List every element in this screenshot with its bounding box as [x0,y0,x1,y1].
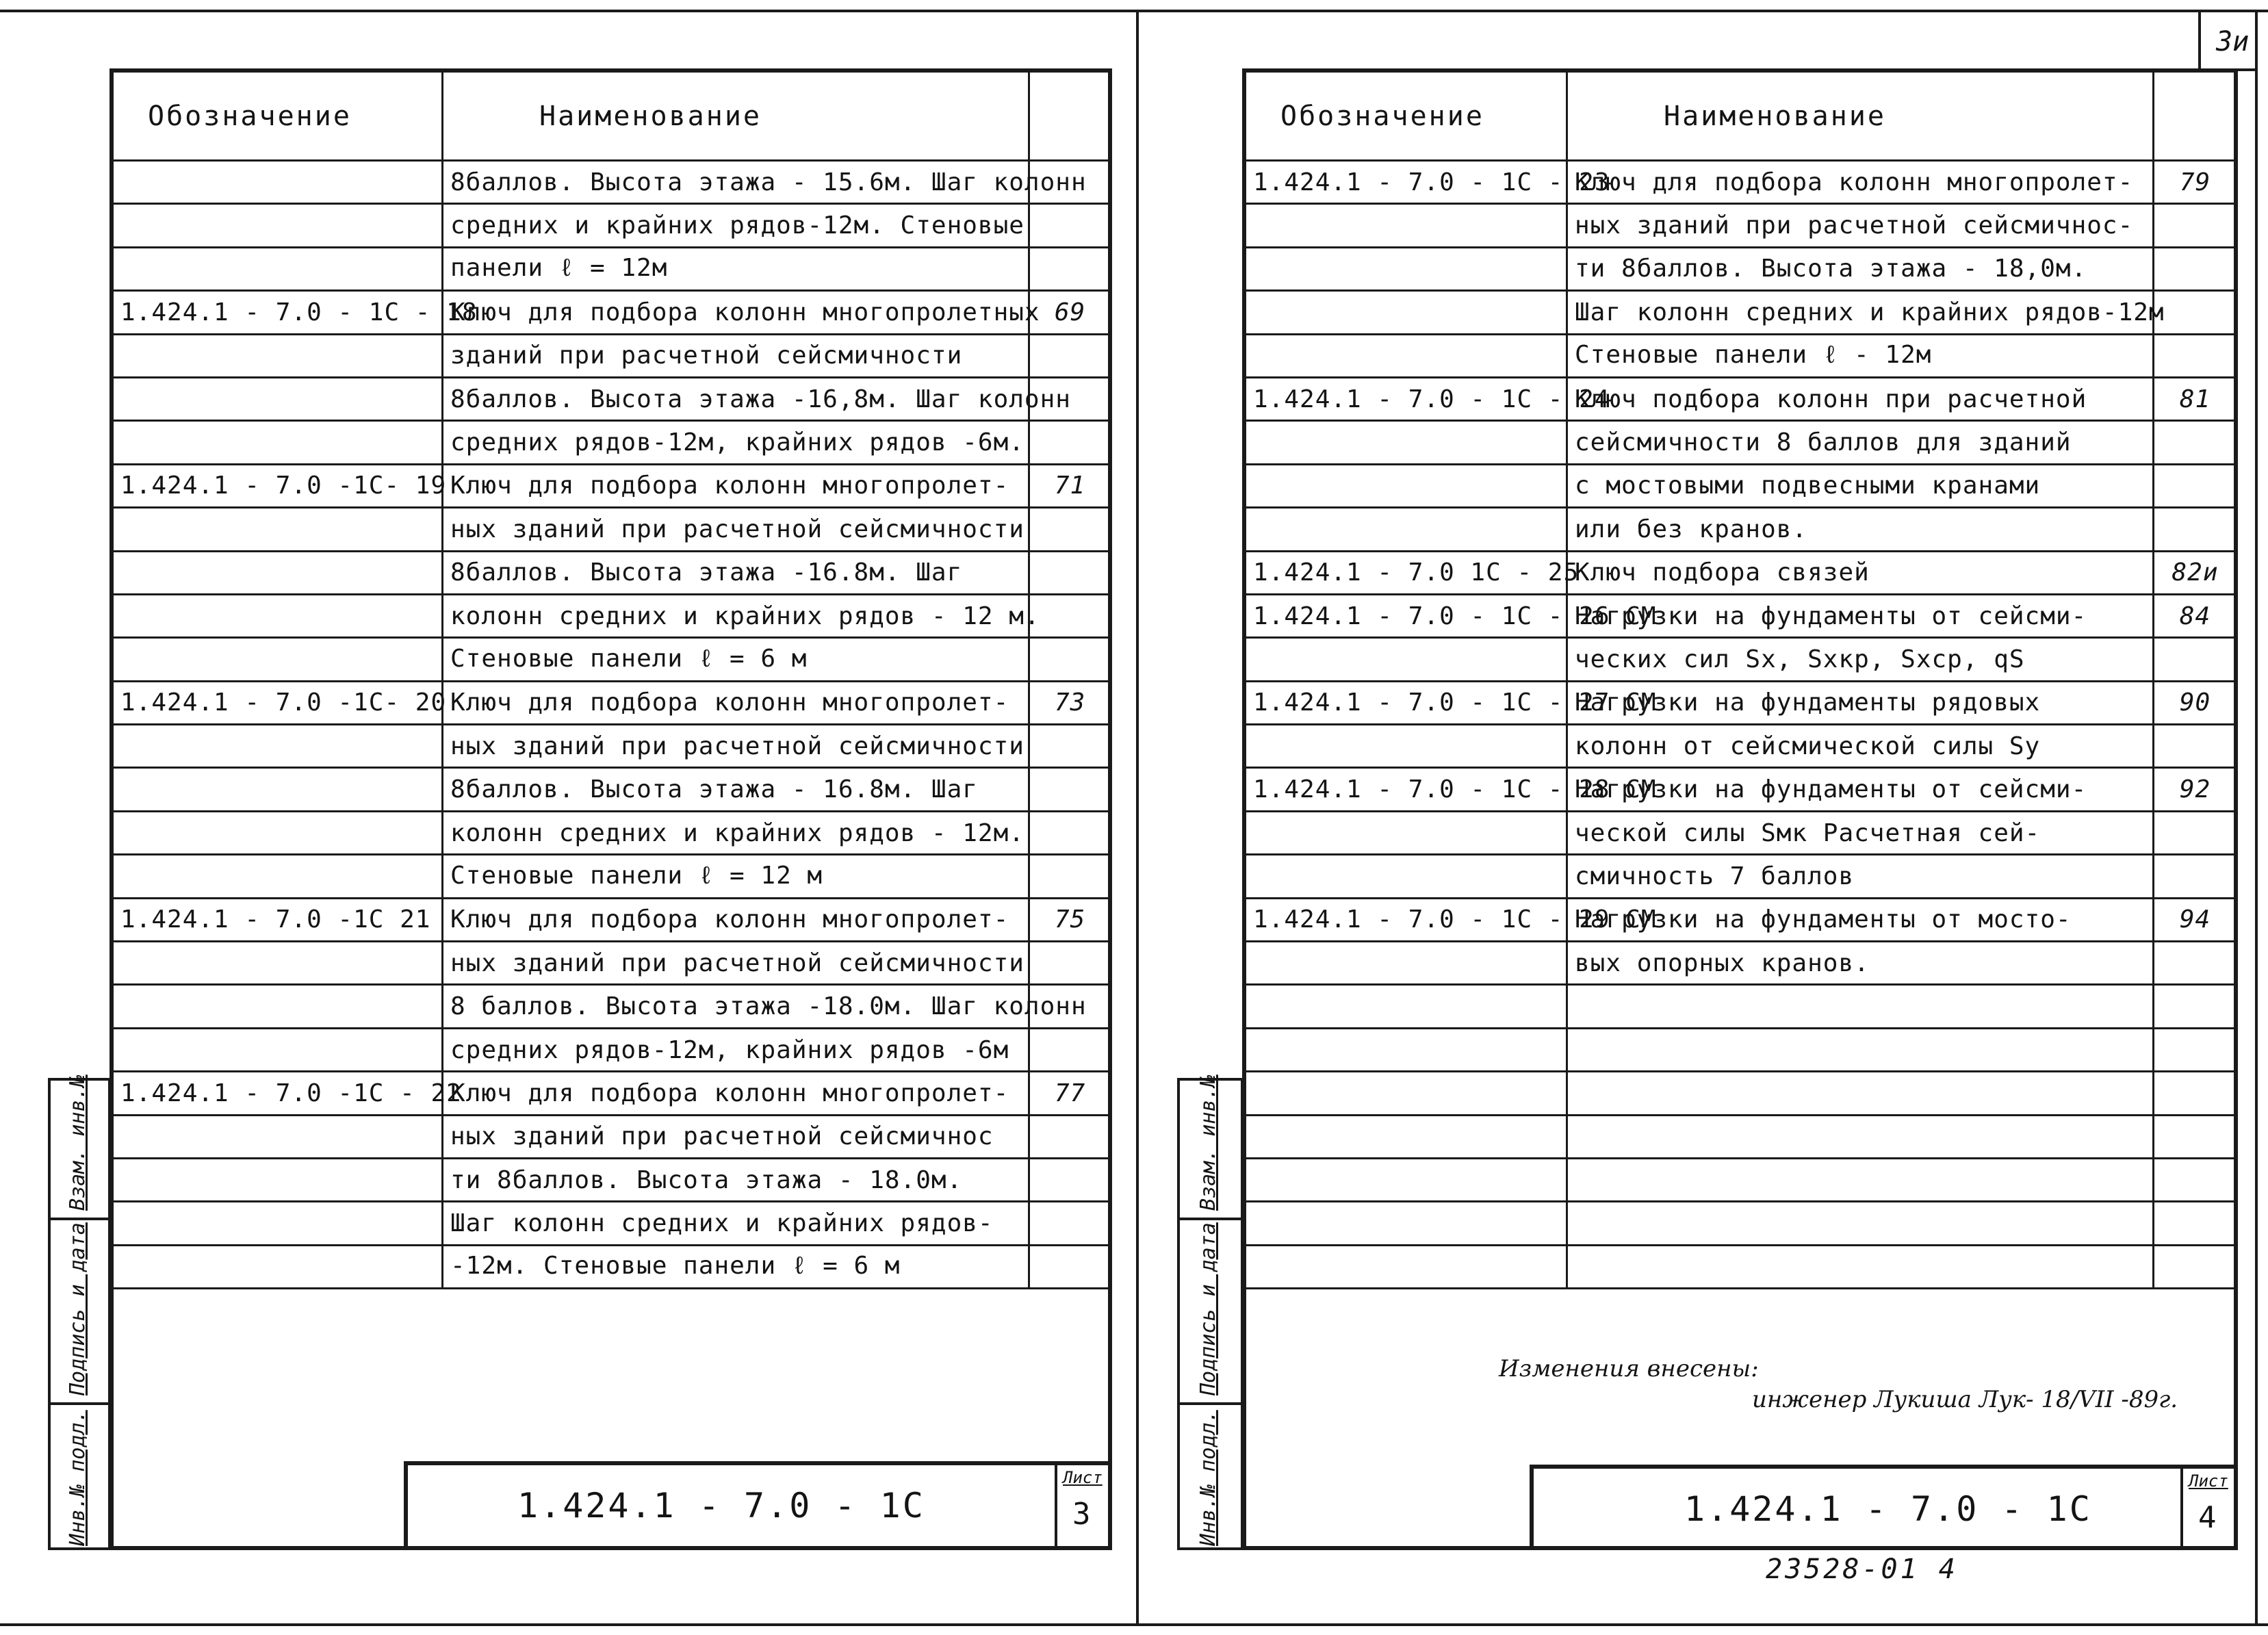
page-cell [2154,204,2237,247]
designation-cell [113,161,443,204]
name-cell: вых опорных кранов. [1567,942,2154,985]
name-cell [1567,1202,2154,1245]
page-cell [2154,811,2237,854]
name-cell: Ключ для подбора колонн многопролет- [443,681,1029,724]
name-cell: Шаг колонн средних и крайних рядов-12м [1567,291,2154,334]
page-cell [1029,811,1111,854]
page-cell [2154,421,2237,464]
left-spec-table [112,70,1112,1289]
designation-cell: 1.424.1 - 7.0 -1С - 22 [113,1072,443,1115]
designation-cell: 1.424.1 - 7.0 -1С- 19 [113,464,443,507]
page-cell [1029,855,1111,898]
page-fold-line [1136,10,1139,1626]
designation-cell: 1.424.1 - 7.0 - 1С - 26 СМ [1246,594,1567,637]
name-cell: смичность 7 баллов [1567,855,2154,898]
designation-cell [1246,725,1567,768]
designation-cell [1246,291,1567,334]
page-cell [2154,1245,2237,1288]
designation-cell [113,1028,443,1071]
name-cell: ных зданий при расчетной сейсмичнос [443,1115,1029,1158]
left-side-strip [48,1074,111,1550]
page-cell [1029,725,1111,768]
page-cell [1029,551,1111,594]
page-cell [1029,942,1111,985]
page-cell [1029,334,1111,377]
page-cell [1029,1245,1111,1288]
page-cell [2154,855,2237,898]
name-cell: Ключ для подбора колонн многопролет- [443,898,1029,941]
designation-cell [113,811,443,854]
right-sheet-cell [2180,1469,2238,1546]
table-row [1246,1072,2237,1115]
designation-cell [1246,1028,1567,1071]
page-cell: 94 [2154,898,2237,941]
designation-cell: 1.424.1 - 7.0 - 1С - 29 СМ [1246,898,1567,941]
name-cell: -12м. Стеновые панели ℓ = 6 м [443,1245,1029,1288]
table-row [113,551,1111,594]
designation-cell [113,1245,443,1288]
page-cell [1029,638,1111,681]
left-title-block [404,1461,1112,1550]
name-cell: 8баллов. Высота этажа - 16.8м. Шаг [443,768,1029,811]
left-title-code: 1.424.1 - 7.0 - 1С [517,1486,925,1525]
table-row [113,898,1111,941]
name-cell: Нагрузки на фундаменты от мосто- [1567,898,2154,941]
table-row [113,811,1111,854]
name-cell: ных зданий при расчетной сейсмичнос- [1567,204,2154,247]
right-sheet-number: 4 [2198,1500,2217,1535]
page-cell [1029,594,1111,637]
name-cell: ти 8баллов. Высота этажа - 18.0м. [443,1158,1029,1201]
designation-cell [113,594,443,637]
page-cell: 75 [1029,898,1111,941]
table-row [113,594,1111,637]
right-archive-stamp: 23528-01 4 [1766,1554,1958,1585]
name-cell: ческой силы Sмк Расчетная сей- [1567,811,2154,854]
name-cell: Нагрузки на фундаменты от сейсми- [1567,594,2154,637]
left-side-label-signature: Подпись и дата [66,1222,90,1395]
header-page [1029,72,1111,161]
table-row [113,377,1111,420]
name-cell [1567,1072,2154,1115]
left-sheet-number: 3 [1072,1497,1091,1532]
designation-cell: 1.424.1 - 7.0 - 1С - 28 СМ [1246,768,1567,811]
name-cell: средних рядов-12м, крайних рядов -6м. [443,421,1029,464]
table-row [1246,898,2237,941]
table-row [1246,464,2237,507]
name-cell: средних и крайних рядов-12м. Стеновые [443,204,1029,247]
right-title-code: 1.424.1 - 7.0 - 1С [1684,1489,2092,1529]
right-spec-table [1244,70,2238,1289]
name-cell: Ключ подбора связей [1567,551,2154,594]
name-cell: колонн средних и крайних рядов - 12 м. [443,594,1029,637]
page-cell [1029,247,1111,290]
designation-cell [1246,464,1567,507]
designation-cell [113,725,443,768]
name-cell [1567,1245,2154,1288]
table-row [1246,334,2237,377]
designation-cell [1246,204,1567,247]
table-row [113,1245,1111,1288]
name-cell: 8баллов. Высота этажа -16.8м. Шаг [443,551,1029,594]
page-cell [2154,334,2237,377]
table-row [1246,161,2237,204]
table-row [1246,1115,2237,1158]
table-row [113,1115,1111,1158]
page-cell [2154,291,2237,334]
name-cell: ных зданий при расчетной сейсмичности [443,725,1029,768]
page-top-border [0,10,2268,12]
page-cell: 77 [1029,1072,1111,1115]
left-side-label-replaced: Взам. инв.№ [66,1074,90,1211]
designation-cell [1246,1202,1567,1245]
name-cell: панели ℓ = 12м [443,247,1029,290]
table-row [1246,1028,2237,1071]
page-cell [2154,638,2237,681]
page-cell: 73 [1029,681,1111,724]
name-cell: ных зданий при расчетной сейсмичности [443,508,1029,551]
name-cell: 8баллов. Высота этажа - 15.6м. Шаг колонн [443,161,1029,204]
page-cell: 79 [2154,161,2237,204]
table-row [1246,638,2237,681]
page-cell [2154,1158,2237,1201]
table-row [113,768,1111,811]
name-cell: средних рядов-12м, крайних рядов -6м [443,1028,1029,1071]
right-side-label-signature: Подпись и дата [1196,1222,1220,1395]
designation-cell [113,1115,443,1158]
table-row [1246,204,2237,247]
table-row [113,681,1111,724]
page-cell [1029,204,1111,247]
name-cell: Ключ для подбора колонн многопролет- [1567,161,2154,204]
designation-cell [1246,811,1567,854]
designation-cell: 1.424.1 - 7.0 1С - 25 [1246,551,1567,594]
name-cell: колонн от сейсмической силы Sy [1567,725,2154,768]
name-cell: Ключ для подбора колонн многопролет- [443,464,1029,507]
designation-cell [1246,1158,1567,1201]
table-row [113,985,1111,1028]
page-cell: 81 [2154,377,2237,420]
page-bottom-border [0,1623,2268,1626]
table-row [113,247,1111,290]
designation-cell [1246,855,1567,898]
table-row [1246,247,2237,290]
page-cell [1029,508,1111,551]
table-row [113,1028,1111,1071]
page-cell [1029,1158,1111,1201]
page-cell [2154,1115,2237,1158]
header-name: Наименование [443,72,1029,161]
designation-cell [1246,508,1567,551]
name-cell: сейсмичности 8 баллов для зданий [1567,421,2154,464]
name-cell: Стеновые панели ℓ = 12 м [443,855,1029,898]
designation-cell [113,551,443,594]
designation-cell [1246,985,1567,1028]
name-cell: Нагрузки на фундаменты рядовых [1567,681,2154,724]
name-cell: Ключ подбора колонн при расчетной [1567,377,2154,420]
page-cell [2154,247,2237,290]
table-row [1246,508,2237,551]
designation-cell [113,768,443,811]
designation-cell [1246,1115,1567,1158]
name-cell: Стеновые панели ℓ = 6 м [443,638,1029,681]
table-row [113,855,1111,898]
designation-cell [113,985,443,1028]
right-title-block [1530,1465,2238,1550]
table-row [1246,768,2237,811]
right-change-note-line2: инженер Лукиша Лук- 18/VII -89г. [1752,1386,2178,1413]
page-cell [2154,985,2237,1028]
designation-cell [113,942,443,985]
table-row [113,291,1111,334]
designation-cell [113,204,443,247]
table-row [1246,725,2237,768]
page-cell [1029,421,1111,464]
name-cell [1567,1158,2154,1201]
table-row [1246,1158,2237,1201]
page-cell [2154,464,2237,507]
right-corner-mark: 3и [2216,26,2250,57]
left-sheet-label: Лист [1063,1468,1103,1487]
page-right-border [2255,10,2258,1626]
table-row [113,1202,1111,1245]
designation-cell: 1.424.1 - 7.0 -1С- 20 [113,681,443,724]
name-cell: или без кранов. [1567,508,2154,551]
table-row [1246,291,2237,334]
name-cell: ти 8баллов. Высота этажа - 18,0м. [1567,247,2154,290]
name-cell: Шаг колонн средних и крайних рядов- [443,1202,1029,1245]
name-cell: Нагрузки на фундаменты от сейсми- [1567,768,2154,811]
page-cell [2154,725,2237,768]
designation-cell [113,1202,443,1245]
designation-cell [1246,942,1567,985]
table-row [1246,594,2237,637]
page-cell [2154,1072,2237,1115]
designation-cell [1246,1245,1567,1288]
designation-cell: 1.424.1 - 7.0 - 1С - 24 [1246,377,1567,420]
table-row [113,508,1111,551]
page-cell: 82и [2154,551,2237,594]
name-cell: ческих сил Sx, Sxкр, Sxср, qS [1567,638,2154,681]
right-change-note-line1: Изменения внесены: [1499,1355,1759,1382]
table-row [113,204,1111,247]
table-row [1246,1202,2237,1245]
designation-cell: 1.424.1 - 7.0 - 1С - 18 [113,291,443,334]
right-side-label-inv: Инв.№ подл. [1196,1410,1220,1546]
left-sheet-cell [1055,1465,1112,1546]
header-name: Наименование [1567,72,2154,161]
corner-box-left [2198,10,2201,71]
page-cell [1029,1202,1111,1245]
name-cell: Стеновые панели ℓ - 12м [1567,334,2154,377]
name-cell: колонн средних и крайних рядов - 12м. [443,811,1029,854]
page-cell: 71 [1029,464,1111,507]
table-row [113,1158,1111,1201]
page-cell [2154,942,2237,985]
table-row [1246,985,2237,1028]
right-side-strip [1177,1074,1243,1550]
table-row [1246,855,2237,898]
name-cell: с мостовыми подвесными кранами [1567,464,2154,507]
name-cell: 8баллов. Высота этажа -16,8м. Шаг колонн [443,377,1029,420]
page-cell [1029,1028,1111,1071]
table-row [1246,551,2237,594]
designation-cell [113,334,443,377]
name-cell: зданий при расчетной сейсмичности [443,334,1029,377]
table-row [1246,811,2237,854]
designation-cell [1246,334,1567,377]
designation-cell [113,247,443,290]
right-sheet-label: Лист [2189,1471,2228,1491]
name-cell: Ключ для подбора колонн многопролет- [443,1072,1029,1115]
page-cell [2154,1028,2237,1071]
page-cell: 92 [2154,768,2237,811]
designation-cell [113,638,443,681]
designation-cell [113,508,443,551]
table-row [113,464,1111,507]
page-cell [2154,508,2237,551]
left-side-label-inv: Инв.№ подл. [66,1410,90,1546]
table-row [113,942,1111,985]
designation-cell [113,421,443,464]
header-designation: Обозначение [113,72,443,161]
table-row [1246,1245,2237,1288]
designation-cell: 1.424.1 - 7.0 - 1С - 23 [1246,161,1567,204]
table-row [113,638,1111,681]
page-cell [1029,768,1111,811]
table-row [1246,942,2237,985]
table-row [1246,421,2237,464]
page-cell: 90 [2154,681,2237,724]
name-cell: Ключ для подбора колонн многопролетных [443,291,1029,334]
table-row [1246,377,2237,420]
table-row [113,725,1111,768]
designation-cell [1246,638,1567,681]
table-row [113,161,1111,204]
designation-cell: 1.424.1 - 7.0 -1С 21 [113,898,443,941]
designation-cell [1246,247,1567,290]
designation-cell [1246,1072,1567,1115]
table-row [1246,681,2237,724]
designation-cell [113,1158,443,1201]
designation-cell: 1.424.1 - 7.0 - 1С - 27 СМ [1246,681,1567,724]
name-cell: 8 баллов. Высота этажа -18.0м. Шаг колонн [443,985,1029,1028]
page-cell [2154,1202,2237,1245]
designation-cell [1246,421,1567,464]
name-cell [1567,1028,2154,1071]
header-designation: Обозначение [1246,72,1567,161]
designation-cell [113,855,443,898]
right-side-label-replaced: Взам. инв.№ [1196,1074,1220,1211]
page-cell: 84 [2154,594,2237,637]
designation-cell [113,377,443,420]
page-cell [1029,1115,1111,1158]
header-page [2154,72,2237,161]
name-cell [1567,1115,2154,1158]
table-row [113,334,1111,377]
page-cell: 69 [1029,291,1111,334]
name-cell [1567,985,2154,1028]
table-row [113,1072,1111,1115]
name-cell: ных зданий при расчетной сейсмичности [443,942,1029,985]
table-row [113,421,1111,464]
